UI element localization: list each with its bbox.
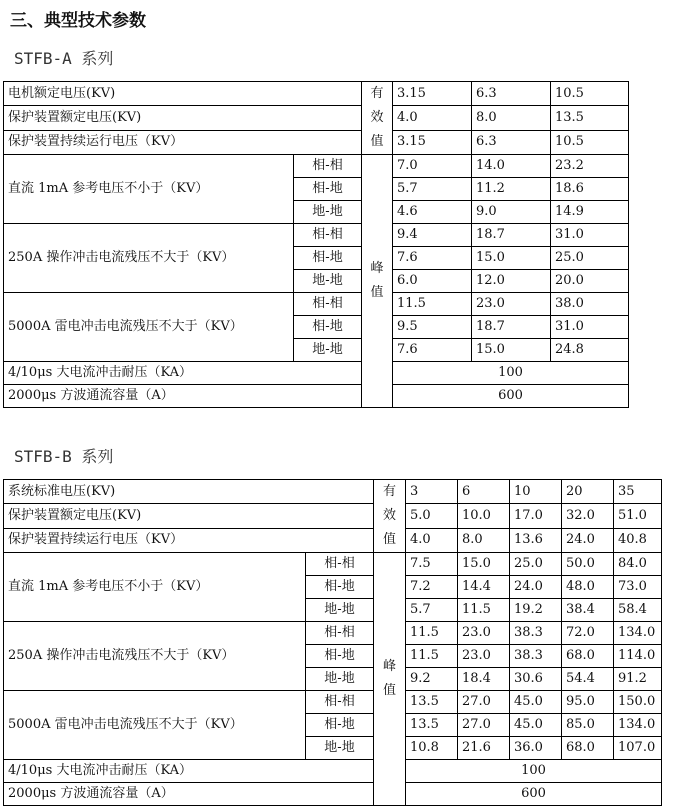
param-label: 电机额定电压(KV)	[4, 82, 362, 106]
value-cell: 600	[406, 783, 662, 806]
param-label: 直流 1mA 参考电压不小于（KV）	[4, 553, 306, 622]
value-cell: 13.5	[406, 691, 458, 714]
value-cell: 10.5	[551, 82, 629, 106]
value-cell: 36.0	[510, 737, 562, 760]
param-label: 250A 操作冲击电流残压不大于（KV）	[4, 224, 294, 293]
sub-label: 相-地	[306, 714, 374, 737]
value-cell: 38.4	[562, 599, 614, 622]
table-row	[4, 760, 662, 783]
value-cell: 18.4	[458, 668, 510, 691]
series-b-title: STFB-B 系列	[14, 447, 114, 466]
value-cell: 100	[393, 362, 629, 385]
table-row	[4, 82, 629, 106]
value-cell: 5.0	[406, 504, 458, 528]
table-row	[4, 504, 662, 528]
value-cell: 150.0	[614, 691, 662, 714]
value-cell: 3	[406, 480, 458, 504]
value-cell: 600	[393, 385, 629, 408]
value-cell: 11.5	[406, 645, 458, 668]
value-cell: 54.4	[562, 668, 614, 691]
sub-label: 地-地	[294, 339, 362, 362]
value-cell: 13.5	[406, 714, 458, 737]
value-cell: 11.5	[406, 622, 458, 645]
value-cell: 24.8	[551, 339, 629, 362]
series-b-parameter-table	[3, 479, 662, 806]
value-cell: 23.0	[458, 645, 510, 668]
value-cell: 9.2	[406, 668, 458, 691]
value-cell: 68.0	[562, 645, 614, 668]
param-label: 直流 1mA 参考电压不小于（KV）	[4, 155, 294, 224]
sub-label: 相-地	[294, 247, 362, 270]
sub-label: 相-相	[306, 691, 374, 714]
value-cell: 14.4	[458, 576, 510, 599]
section-heading: 三、典型技术参数	[10, 11, 146, 31]
sub-label: 相-相	[294, 293, 362, 316]
sub-label: 相-地	[306, 576, 374, 599]
param-label: 4/10μs 大电流冲击耐压（KA）	[4, 760, 374, 783]
value-cell: 51.0	[614, 504, 662, 528]
value-cell: 10.0	[458, 504, 510, 528]
param-label: 保护装置持续运行电压（KV）	[4, 528, 374, 552]
sub-label: 地-地	[306, 599, 374, 622]
value-cell: 11.2	[472, 178, 551, 201]
value-cell: 17.0	[510, 504, 562, 528]
value-cell: 9.0	[472, 201, 551, 224]
value-cell: 7.0	[393, 155, 472, 178]
value-cell: 38.0	[551, 293, 629, 316]
value-cell: 11.5	[458, 599, 510, 622]
value-cell: 48.0	[562, 576, 614, 599]
value-cell: 8.0	[472, 106, 551, 130]
sub-label: 相-地	[294, 178, 362, 201]
value-cell: 72.0	[562, 622, 614, 645]
value-cell: 45.0	[510, 714, 562, 737]
value-cell: 4.6	[393, 201, 472, 224]
sub-label: 相-相	[294, 224, 362, 247]
value-cell: 7.5	[406, 553, 458, 576]
value-cell: 10	[510, 480, 562, 504]
value-cell: 107.0	[614, 737, 662, 760]
table-row	[4, 783, 662, 806]
param-label: 系统标准电压(KV)	[4, 480, 374, 504]
value-cell: 6.0	[393, 270, 472, 293]
param-label: 2000μs 方波通流容量（A）	[4, 385, 362, 408]
table-row	[4, 106, 629, 130]
value-cell: 15.0	[472, 247, 551, 270]
table-row	[4, 553, 662, 576]
value-cell: 6.3	[472, 82, 551, 106]
param-label: 保护装置额定电压(KV)	[4, 106, 362, 130]
sub-label: 地-地	[306, 737, 374, 760]
value-cell: 7.2	[406, 576, 458, 599]
value-cell: 45.0	[510, 691, 562, 714]
sub-label: 相-相	[294, 155, 362, 178]
group-label-peak: 峰 值	[374, 553, 406, 806]
value-cell: 134.0	[614, 622, 662, 645]
value-cell: 30.6	[510, 668, 562, 691]
sub-label: 地-地	[294, 270, 362, 293]
value-cell: 50.0	[562, 553, 614, 576]
table-row	[4, 293, 629, 316]
param-label: 2000μs 方波通流容量（A）	[4, 783, 374, 806]
group-label-peak: 峰 值	[362, 155, 393, 408]
param-label: 250A 操作冲击电流残压不大于（KV）	[4, 622, 306, 691]
value-cell: 3.15	[393, 82, 472, 106]
value-cell: 24.0	[510, 576, 562, 599]
value-cell: 5.7	[406, 599, 458, 622]
table-row	[4, 385, 629, 408]
value-cell: 5.7	[393, 178, 472, 201]
table-row	[4, 691, 662, 714]
series-a-parameter-table	[3, 81, 629, 408]
value-cell: 21.6	[458, 737, 510, 760]
value-cell: 73.0	[614, 576, 662, 599]
value-cell: 23.2	[551, 155, 629, 178]
value-cell: 15.0	[458, 553, 510, 576]
sub-label: 相-地	[294, 316, 362, 339]
value-cell: 6	[458, 480, 510, 504]
value-cell: 13.6	[510, 528, 562, 552]
param-label: 5000A 雷电冲击电流残压不大于（KV）	[4, 691, 306, 760]
value-cell: 12.0	[472, 270, 551, 293]
value-cell: 19.2	[510, 599, 562, 622]
table-row	[4, 130, 629, 154]
value-cell: 25.0	[551, 247, 629, 270]
value-cell: 114.0	[614, 645, 662, 668]
table-row	[4, 362, 629, 385]
group-label-effective: 有 效 值	[362, 82, 393, 155]
table-row	[4, 480, 662, 504]
value-cell: 85.0	[562, 714, 614, 737]
value-cell: 14.9	[551, 201, 629, 224]
value-cell: 100	[406, 760, 662, 783]
table-row	[4, 224, 629, 247]
value-cell: 3.15	[393, 130, 472, 154]
sub-label: 地-地	[294, 201, 362, 224]
sub-label: 相-相	[306, 622, 374, 645]
value-cell: 95.0	[562, 691, 614, 714]
series-a-title: STFB-A 系列	[14, 49, 114, 68]
value-cell: 10.5	[551, 130, 629, 154]
value-cell: 31.0	[551, 224, 629, 247]
sub-label: 地-地	[306, 668, 374, 691]
value-cell: 32.0	[562, 504, 614, 528]
value-cell: 18.7	[472, 224, 551, 247]
sub-label: 相-地	[306, 645, 374, 668]
value-cell: 84.0	[614, 553, 662, 576]
sub-label: 相-相	[306, 553, 374, 576]
table-row	[4, 528, 662, 552]
param-label: 5000A 雷电冲击电流残压不大于（KV）	[4, 293, 294, 362]
value-cell: 7.6	[393, 247, 472, 270]
value-cell: 40.8	[614, 528, 662, 552]
value-cell: 134.0	[614, 714, 662, 737]
value-cell: 31.0	[551, 316, 629, 339]
value-cell: 9.4	[393, 224, 472, 247]
param-label: 保护装置额定电压(KV)	[4, 504, 374, 528]
value-cell: 18.7	[472, 316, 551, 339]
table-row	[4, 155, 629, 178]
param-label: 保护装置持续运行电压（KV）	[4, 130, 362, 154]
value-cell: 25.0	[510, 553, 562, 576]
value-cell: 4.0	[406, 528, 458, 552]
value-cell: 20.0	[551, 270, 629, 293]
value-cell: 27.0	[458, 691, 510, 714]
value-cell: 38.3	[510, 645, 562, 668]
value-cell: 7.6	[393, 339, 472, 362]
value-cell: 35	[614, 480, 662, 504]
value-cell: 9.5	[393, 316, 472, 339]
value-cell: 23.0	[472, 293, 551, 316]
table-row	[4, 622, 662, 645]
value-cell: 10.8	[406, 737, 458, 760]
value-cell: 6.3	[472, 130, 551, 154]
value-cell: 20	[562, 480, 614, 504]
value-cell: 91.2	[614, 668, 662, 691]
value-cell: 14.0	[472, 155, 551, 178]
value-cell: 27.0	[458, 714, 510, 737]
value-cell: 13.5	[551, 106, 629, 130]
value-cell: 18.6	[551, 178, 629, 201]
value-cell: 4.0	[393, 106, 472, 130]
value-cell: 58.4	[614, 599, 662, 622]
value-cell: 8.0	[458, 528, 510, 552]
value-cell: 38.3	[510, 622, 562, 645]
value-cell: 23.0	[458, 622, 510, 645]
group-label-effective: 有 效 值	[374, 480, 406, 553]
value-cell: 15.0	[472, 339, 551, 362]
value-cell: 24.0	[562, 528, 614, 552]
value-cell: 11.5	[393, 293, 472, 316]
value-cell: 68.0	[562, 737, 614, 760]
param-label: 4/10μs 大电流冲击耐压（KA）	[4, 362, 362, 385]
